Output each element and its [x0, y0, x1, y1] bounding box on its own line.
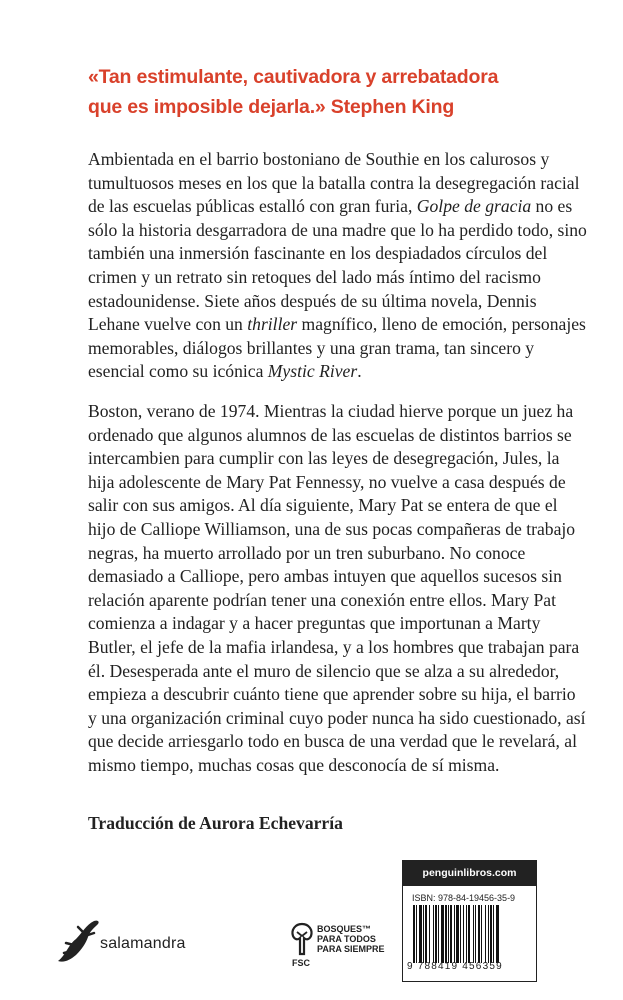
- barcode-bar: [481, 905, 482, 963]
- quote-line-2-text: que es imposible dejarla.»: [88, 96, 326, 118]
- publisher-website: penguinlibros.com: [403, 861, 536, 886]
- barcode-bar: [435, 905, 437, 963]
- blurb-quote: [88, 62, 588, 122]
- para1-text-b: no es sólo la historia desgarradora de una madre que lo ha perdido todo, sino también una inmersión fascinante en los despiadados círculos del crimen y un retrato sin retoques del lado más íntimo del racismo estadounidense. Siete años después de su última novela, Dennis Lehane vuelve con un: [88, 196, 587, 335]
- barcode-bar: [450, 905, 452, 963]
- barcode-bar: [456, 905, 459, 963]
- barcode-bar: [463, 905, 464, 963]
- fsc-slogan: [317, 924, 385, 954]
- isbn-block: [402, 860, 537, 982]
- barcode-bar: [445, 905, 447, 963]
- barcode-number: 9 788419 456359: [407, 961, 503, 972]
- fsc-slogan-line-3: PARA SIEMPRE: [317, 944, 385, 954]
- book-title-italic: Golpe de gracia: [416, 196, 532, 217]
- barcode-bar: [413, 905, 415, 963]
- quote-author: Stephen King: [330, 96, 455, 118]
- barcode-bar: [448, 905, 449, 963]
- barcode-bar: [416, 905, 417, 963]
- barcode-bar: [454, 905, 455, 963]
- barcode-bar: [460, 905, 461, 963]
- fsc-slogan-line-2: PARA TODOS: [317, 934, 376, 944]
- thriller-italic: thriller: [247, 314, 298, 335]
- barcode-bar: [433, 905, 434, 963]
- barcode: [411, 905, 528, 963]
- barcode-bar: [425, 905, 427, 963]
- barcode-bar: [493, 905, 494, 963]
- barcode-bar: [475, 905, 476, 963]
- quote-line-2: [88, 92, 588, 122]
- mystic-river-italic: Mystic River: [267, 361, 358, 382]
- synopsis-paragraph-1: [88, 148, 588, 384]
- barcode-bar: [441, 905, 444, 963]
- barcode-bar: [485, 905, 486, 963]
- isbn-number: ISBN: 978-84-19456-35-9: [412, 893, 516, 903]
- synopsis-paragraph-2: Boston, verano de 1974. Mientras la ciudad hierve porque un juez ha ordenado que algunos alumnos de las escuelas de distintos barrios se intercambien para cumplir con las leyes de desegregación, Jules, la hija adolescente de Mary Pat Fennessy, no vuelve a casa después de salir con sus amigos. Al día siguiente, Mary Pat se entera de que el hijo de Calliope Williamson, una de sus pocas compañeras de trabajo negras, ha muerto arrollado por un tren suburbano. No conoce demasiado a Calliope, pero ambas intuyen que aquellos sucesos sin relación aparente podrían tener una conexión entre ellos. Mary Pat comienza a indagar y a hacer preguntas que importunan a Marty Butler, el jefe de la mafia irlandesa, y a los hombres que trabajan para él. Desesperada ante el muro de silencio que se alza a su alrededor, empieza a descubrir cuánto tiene que aprender sobre su hija, el barrio y una organización criminal cuyo poder nunca ha sido cuestionado, así que decide arriesgarlo todo en busca de una verdad que le revelará, al mismo tiempo, muchas cosas que desconocía de sí misma.: [88, 401, 586, 775]
- para1-text-c: magnífico, lleno de emoción, personajes memorables, diálogos brillantes y una gran trama, tan sincero y esencial como su icónica: [88, 314, 586, 382]
- barcode-bar: [438, 905, 439, 963]
- para1-text-d: .: [357, 361, 362, 382]
- barcode-bar: [473, 905, 474, 963]
- barcode-bar: [429, 905, 430, 963]
- barcode-bar: [496, 905, 499, 963]
- barcode-bar: [423, 905, 424, 963]
- translation-credit: Traducción de Aurora Echevarría: [88, 813, 343, 833]
- fsc-label: FSC: [292, 958, 310, 968]
- publisher-name: salamandra: [100, 935, 186, 952]
- barcode-bar: [466, 905, 467, 963]
- quote-line-1: «Tan estimulante, cautivadora y arrebatadora: [88, 66, 499, 88]
- barcode-bar: [478, 905, 480, 963]
- barcode-bar: [468, 905, 470, 963]
- barcode-bar: [488, 905, 489, 963]
- para1-text-a: Ambientada en el barrio bostoniano de Southie en los calurosos y tumultuosos meses en los que la batalla contra la desegregación racial de las escuelas públicas estalló con gran furia,: [88, 149, 580, 217]
- barcode-bar: [490, 905, 492, 963]
- barcode-bar: [419, 905, 422, 963]
- fsc-slogan-line-1: BOSQUES™: [317, 924, 372, 934]
